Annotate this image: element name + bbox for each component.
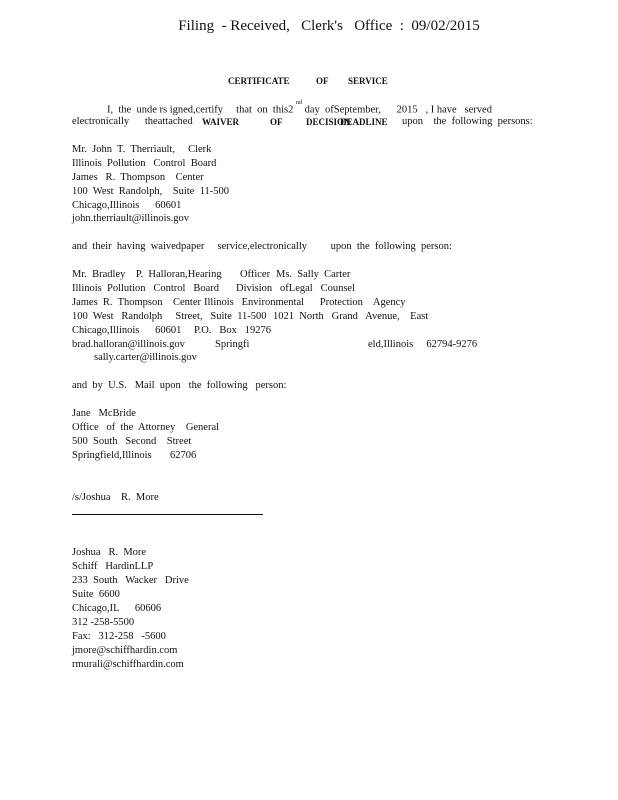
filing-header: Filing - Received, Clerk's Office : 09/02/2015 <box>178 18 480 34</box>
address-line: Ms. Sally Carter <box>276 269 351 280</box>
address-line: 100 West Randolph, Suite 11-500 <box>72 186 229 197</box>
address-line: 100 West Randolph Street, Suite 11-500 <box>72 311 267 322</box>
address-line: Chicago,IL 60606 <box>72 603 162 614</box>
address-line: Division ofLegal Counsel <box>236 283 355 294</box>
address-line: James R. Thompson Center <box>72 172 204 183</box>
intro-line-1b: day ofSeptember, 2015 , I have served <box>304 104 492 116</box>
address-line: P.O. Box 19276 <box>194 325 272 336</box>
mail-service-text: and by U.S. Mail upon the following person: <box>72 380 287 391</box>
address-line: James R. Thompson Center <box>72 297 202 308</box>
address-line: Suite 6600 <box>72 589 120 600</box>
doc-title-waiver: WAIVER <box>202 117 240 127</box>
email-line: jmore@schiffhardin.com <box>72 645 178 656</box>
phone-line: 312 -258-5500 <box>72 617 135 628</box>
signature-rule <box>72 514 263 515</box>
title-certificate: CERTIFICATE <box>228 76 290 86</box>
doc-title-deadline: DEADLINE <box>340 117 388 127</box>
doc-title-decision: DECISION <box>306 117 351 127</box>
intro-line-2a: electronically theattached <box>72 116 193 127</box>
address-line: 1021 North Grand Avenue, East <box>273 311 429 322</box>
email-line: sally.carter@illinois.gov <box>94 352 197 363</box>
address-line: 500 South Second Street <box>72 436 192 447</box>
address-line: Jane McBride <box>72 408 136 419</box>
address-line: Illinois Pollution Control Board <box>72 283 220 294</box>
address-line: Chicago,Illinois 60601 <box>72 200 182 211</box>
title-service: SERVICE <box>348 76 388 86</box>
email-line: rmurali@schiffhardin.com <box>72 659 184 670</box>
address-line: Springfi <box>215 339 250 350</box>
address-line: Illinois Environmental Protection Agency <box>204 297 406 308</box>
address-line: Joshua R. More <box>72 547 147 558</box>
doc-title-of: OF <box>270 117 283 127</box>
address-line: 233 South Wacker Drive <box>72 575 189 586</box>
signature: /s/Joshua R. More <box>72 492 159 503</box>
address-line: eld,Illinois 62794-9276 <box>368 339 478 350</box>
address-line: Illinois Pollution Control Board <box>72 158 217 169</box>
address-line: Springfield,Illinois 62706 <box>72 450 197 461</box>
intro-line-2b: upon the following persons: <box>402 116 533 127</box>
intro-line-1a: I, the unde rs igned,certify that on this2 <box>107 104 294 116</box>
address-line: Mr. Bradley P. Halloran,Hearing Officer <box>72 269 271 280</box>
address-line: Schiff HardinLLP <box>72 561 154 572</box>
email-line: john.therriault@illinois.gov <box>72 213 189 224</box>
title-of: OF <box>316 76 329 86</box>
address-line: Mr. John T. Therriault, Clerk <box>72 144 212 155</box>
address-line: Chicago,Illinois 60601 <box>72 325 182 336</box>
intro-ordinal-suffix: nd <box>295 100 302 106</box>
address-line: Office of the Attorney General <box>72 422 220 433</box>
fax-line: Fax: 312-258 -5600 <box>72 631 166 642</box>
email-line: brad.halloran@illinois.gov <box>72 339 185 350</box>
waived-service-text: and their having waivedpaper service,electronically upon the following person: <box>72 241 452 252</box>
